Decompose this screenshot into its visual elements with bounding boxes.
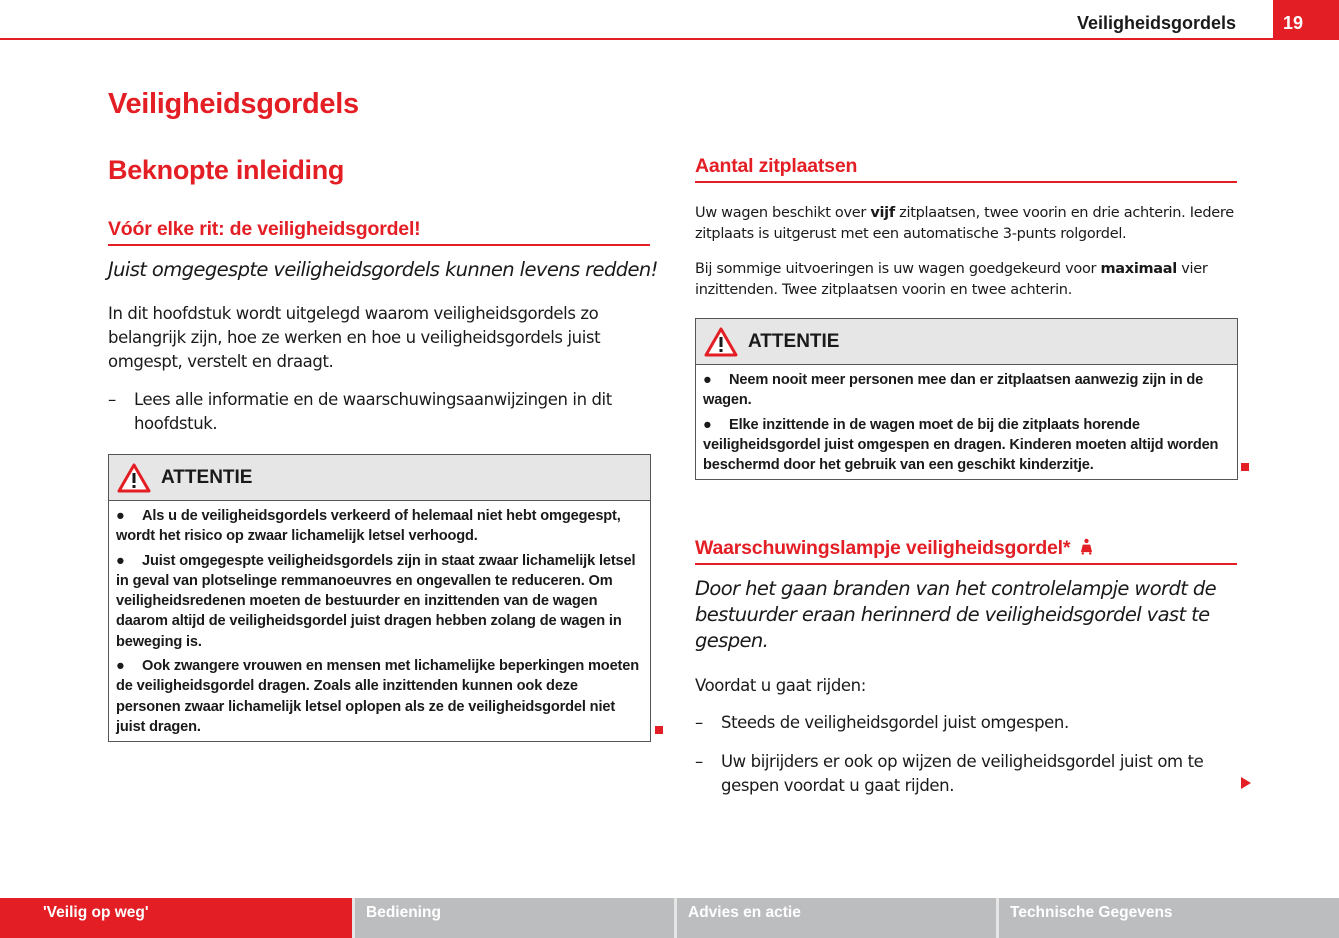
text: Uw wagen beschikt over	[695, 205, 871, 221]
bullet-icon: ●	[116, 508, 125, 524]
warning-item-text: Neem nooit meer personen mee dan er zitplaatsen aanwezig zijn in de wagen.	[703, 372, 1204, 409]
dash-list-item	[695, 750, 1225, 798]
section-end-marker-icon	[655, 726, 663, 734]
header-divider	[0, 38, 1339, 40]
heading-text: Waarschuwingslampje veiligheidsgordel*	[695, 537, 1071, 559]
seats-paragraph-2	[695, 259, 1240, 301]
warning-header	[696, 319, 1237, 365]
tab-veilig-op-weg[interactable]: 'Veilig op weg'	[0, 898, 352, 938]
warning-item	[116, 506, 643, 547]
lead-text: Door het gaan branden van het controlelampje wordt de bestuurder eraan herinnerd de veiligheidsgordel vast te gespen.	[695, 577, 1217, 652]
bullet-icon: ●	[116, 552, 125, 569]
bold-text: maximaal	[1100, 261, 1177, 277]
subsection-heading-seatbelt-warning-lamp	[695, 537, 1237, 565]
warning-body	[696, 365, 1237, 483]
tab-technische-gegevens[interactable]: Technische Gegevens	[999, 898, 1339, 938]
section-end-marker-icon	[1241, 463, 1249, 471]
warning-header	[109, 455, 650, 501]
warning-body	[109, 501, 650, 745]
warning-box-left	[108, 454, 651, 742]
seats-paragraph-1	[695, 203, 1240, 245]
chapter-tab-bar	[0, 898, 1339, 938]
warning-box-right	[695, 318, 1238, 480]
dash-item-text: Steeds de veiligheidsgordel juist omgespen.	[721, 713, 1069, 732]
section-title: Beknopte inleiding	[108, 155, 345, 185]
dash-list-item	[695, 711, 1240, 735]
dash-bullet: –	[695, 713, 703, 732]
bullet-icon: ●	[116, 658, 125, 675]
dash-list-item	[108, 388, 648, 436]
warning-item	[703, 415, 1230, 476]
chapter-title: Veiligheidsgordels	[108, 88, 359, 120]
bold-text: vijf	[870, 205, 895, 221]
warning-item-text: Als u de veiligheidsgordels verkeerd of helemaal niet hebt omgegespt, wordt het risico op zwaar lichamelijk letsel verhoogd.	[116, 508, 621, 545]
warning-item-text: Ook zwangere vrouwen en mensen met lichamelijke beperkingen moeten de veiligheidsgordel dragen. Zoals alle inzittenden kunnen ook deze personen zwaar lichamelijk letsel oplopen als ze de veiligheidsgordel niet juist dragen.	[116, 658, 639, 735]
warning-triangle-icon	[704, 327, 738, 357]
bullet-icon: ●	[703, 416, 712, 433]
tab-bediening[interactable]: Bediening	[355, 898, 674, 938]
dash-bullet: –	[695, 752, 703, 771]
text: zitplaatsen, twee voorin en drie achterin. Iedere zitplaats is uitgerust met een automatische 3-punts rolgordel.	[695, 205, 1234, 242]
page-number: 19	[1273, 0, 1339, 40]
intro-paragraph	[108, 302, 653, 374]
warning-item-text: Elke inzittende in de wagen moet de bij die zitplaats horende veiligheidsgordel juist omgespen en dragen. Kinderen moeten altijd worden beschermd door het gebruik van een geschikt kinderzitje.	[703, 416, 1219, 474]
continue-arrow-icon	[1241, 777, 1251, 789]
text: vier inzittenden. Twee zitplaatsen voorin en twee achterin.	[695, 261, 1208, 298]
warning-title: ATTENTIE	[161, 466, 253, 488]
lead-text: Juist omgegespte veiligheidsgordels kunnen levens redden!	[108, 258, 658, 281]
warning-item	[116, 656, 643, 737]
seatbelt-warning-icon	[1080, 538, 1093, 555]
intro-paragraph-text: In dit hoofdstuk wordt uitgelegd waarom veiligheidsgordels zo belangrijk zijn, hoe ze werken en hoe u veiligheidsgordels juist omgespt, verstelt en draagt.	[108, 304, 601, 371]
warning-item-text: Juist omgegespte veiligheidsgordels zijn in staat zwaar lichamelijk letsel in geval van plotselinge remmanoeuvres en ongevallen te reduceren. Om veiligheidsredenen moeten de bestuurder en inzittenden van de wagen daarom altijd de veiligheidsgordel juist dragen hebben zolang de wagen in beweging is.	[116, 552, 636, 650]
before-driving-intro: Voordat u gaat rijden:	[695, 676, 866, 695]
warning-title: ATTENTIE	[748, 330, 840, 352]
subsection-heading-seats: Aantal zitplaatsen	[695, 155, 1237, 183]
running-header-title: Veiligheidsgordels	[1076, 13, 1236, 33]
dash-item-text: Lees alle informatie en de waarschuwingsaanwijzingen in dit hoofdstuk.	[134, 390, 612, 433]
dash-bullet: –	[108, 390, 116, 409]
bullet-icon: ●	[703, 372, 712, 388]
dash-item-text: Uw bijrijders er ook op wijzen de veiligheidsgordel juist om te gespen voordat u gaat rijden.	[721, 752, 1204, 795]
warning-item	[116, 551, 643, 652]
text: Bij sommige uitvoeringen is uw wagen goedgekeurd voor	[695, 261, 1101, 277]
warning-triangle-icon	[117, 463, 151, 493]
tab-advies-en-actie[interactable]: Advies en actie	[677, 898, 996, 938]
warning-item	[703, 370, 1230, 411]
subsection-heading-before-every-ride: Vóór elke rit: de veiligheidsgordel!	[108, 218, 650, 246]
